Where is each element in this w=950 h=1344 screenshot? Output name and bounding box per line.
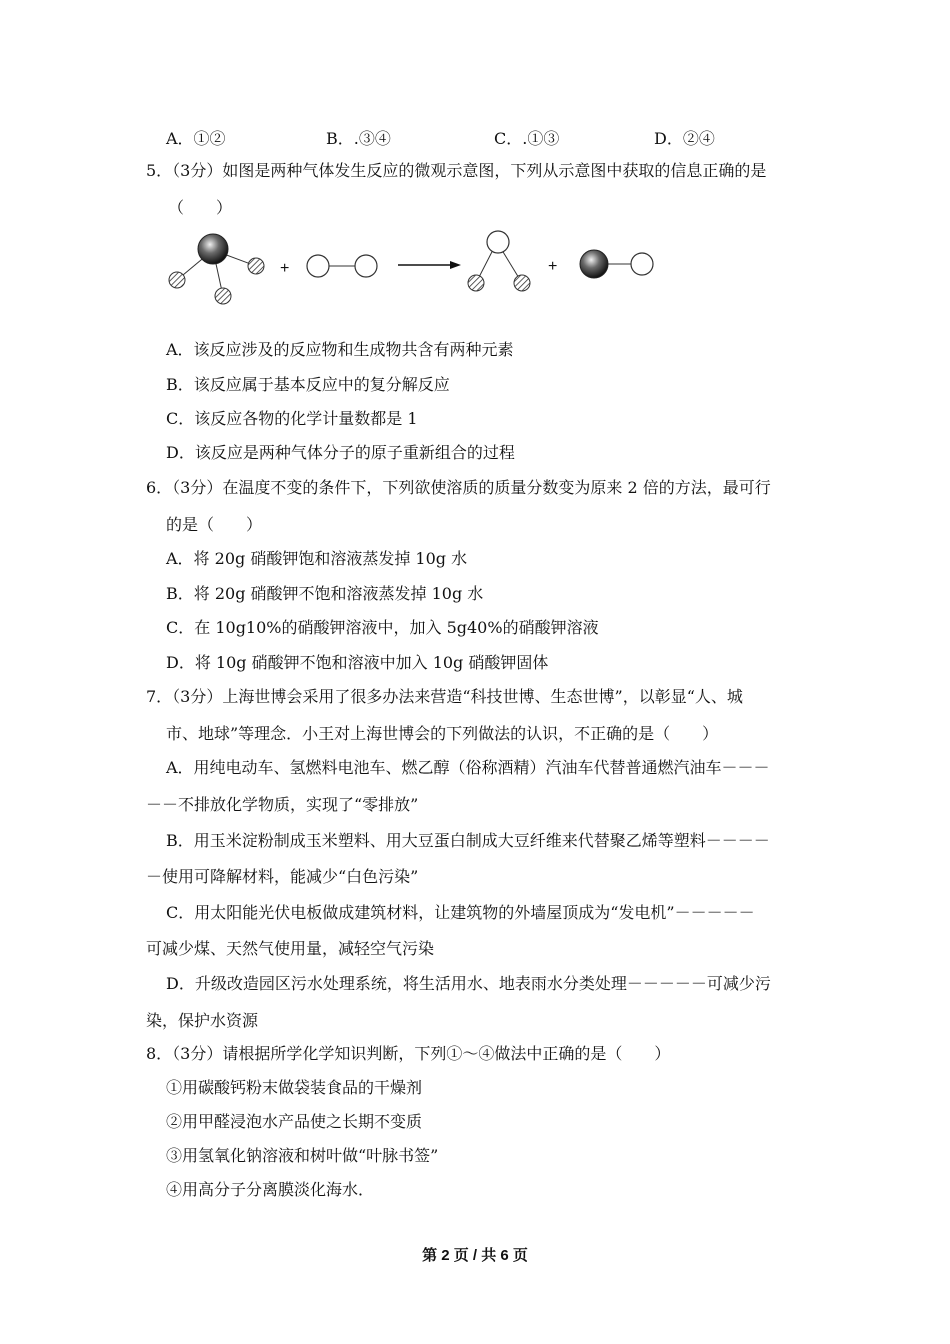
q7-option-c: C．用太阳能光伏电板做成建筑材料，让建筑物的外墙屋顶成为“发电机”－－－－－ — [166, 903, 755, 922]
q4-option-d: D．②④ — [654, 129, 715, 148]
q8-stem: 8．（3分）请根据所学化学知识判断，下列①～④做法中正确的是（ ） — [146, 1044, 671, 1063]
q6-option-b: B．将 20g 硝酸钾不饱和溶液蒸发掉 10g 水 — [166, 584, 484, 603]
q7-stem: 7．（3分）上海世博会采用了很多办法来营造“科技世博、生态世博”，以彰显“人、城 — [146, 687, 743, 706]
q4-options — [166, 126, 766, 148]
product-molecule-2 — [580, 250, 653, 278]
page-footer: 第 2 页 / 共 6 页 — [422, 1247, 528, 1264]
q6-stem: 6．（3分）在温度不变的条件下，下列欲使溶质的质量分数变为原来 2 倍的方法，最可行 — [146, 478, 771, 497]
q6-option-d: D．将 10g 硝酸钾不饱和溶液中加入 10g 硝酸钾固体 — [166, 653, 549, 672]
q7-option-a-cont: －－不排放化学物质，实现了“零排放” — [146, 795, 419, 814]
q5-stem: 5．（3分）如图是两种气体发生反应的微观示意图，下列从示意图中获取的信息正确的是 — [146, 161, 767, 180]
q5-option-a: A．该反应涉及的反应物和生成物共含有两种元素 — [166, 340, 514, 359]
reactant-molecule-1 — [169, 234, 264, 304]
q5-option-c: C．该反应各物的化学计量数都是 1 — [166, 409, 418, 428]
reactant-molecule-2 — [307, 255, 377, 277]
q7-option-b: B．用玉米淀粉制成玉米塑料、用大豆蛋白制成大豆纤维来代替聚乙烯等塑料－－－－ — [166, 831, 770, 850]
q7-option-b-cont: －使用可降解材料，能减少“白色污染” — [146, 867, 419, 886]
plus-sign-1: + — [280, 260, 290, 277]
reaction-arrow — [398, 261, 461, 269]
q5-answer-paren: （ ） — [168, 198, 233, 217]
q6-stem-cont: 的是（ ） — [166, 515, 263, 534]
q7-option-d: D．升级改造园区污水处理系统，将生活用水、地表雨水分类处理－－－－－可减少污 — [166, 974, 771, 993]
product-molecule-1 — [468, 231, 530, 291]
q4-option-c: C．.①③ — [494, 129, 560, 148]
q8-item-1: ①用碳酸钙粉末做袋装食品的干燥剂 — [166, 1078, 423, 1097]
q6-option-a: A．将 20g 硝酸钾饱和溶液蒸发掉 10g 水 — [166, 549, 468, 568]
q8-item-3: ③用氢氧化钠溶液和树叶做“叶脉书签” — [166, 1146, 439, 1165]
reaction-diagram — [160, 228, 680, 310]
q8-item-2: ②用甲醛浸泡水产品使之长期不变质 — [166, 1112, 423, 1131]
q5-option-d: D．该反应是两种气体分子的原子重新组合的过程 — [166, 443, 515, 462]
q7-option-c-cont: 可减少煤、天然气使用量，减轻空气污染 — [146, 939, 435, 958]
q4-option-a: A．①② — [166, 129, 226, 148]
q7-stem-cont: 市、地球”等理念．小王对上海世博会的下列做法的认识，不正确的是（ ） — [166, 724, 719, 743]
q7-option-d-cont: 染，保护水资源 — [146, 1011, 259, 1030]
q7-option-a: A．用纯电动车、氢燃料电池车、燃乙醇（俗称酒精）汽油车代替普通燃汽油车－－－ — [166, 758, 770, 777]
q5-option-b: B．该反应属于基本反应中的复分解反应 — [166, 375, 450, 394]
plus-sign-2: + — [548, 258, 558, 275]
q8-item-4: ④用高分子分离膜淡化海水． — [166, 1180, 375, 1199]
q4-option-b: B．.③④ — [326, 129, 391, 148]
q6-option-c: C．在 10g10%的硝酸钾溶液中，加入 5g40%的硝酸钾溶液 — [166, 618, 599, 637]
